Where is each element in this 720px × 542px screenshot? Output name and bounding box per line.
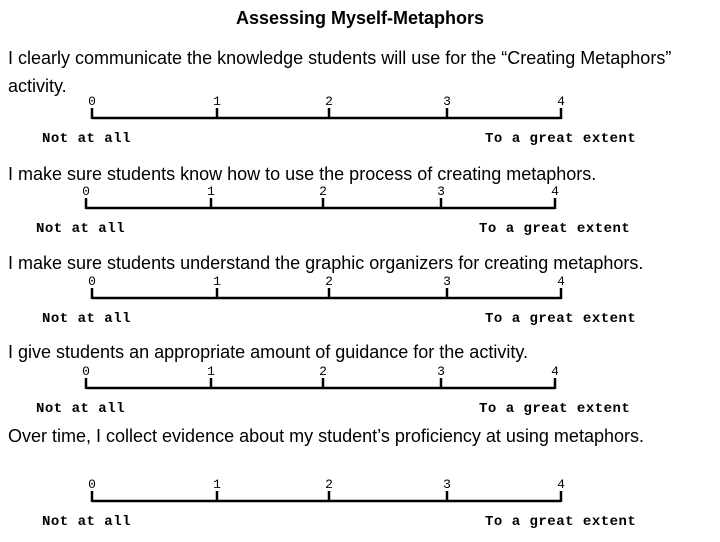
scale-high-label: To a great extent [485, 131, 637, 147]
scale-point-1[interactable]: 1 [213, 477, 221, 492]
rating-scale-1[interactable] [42, 95, 642, 159]
statement-3: I make sure students understand the graphic organizers for creating metaphors. [8, 253, 644, 273]
scale-point-2[interactable]: 2 [325, 477, 333, 492]
statement-1: I clearly communicate the knowledge students will use for the “Creating Metaphors” activity. [8, 48, 672, 96]
scale-point-4[interactable]: 4 [557, 274, 565, 289]
scale-point-4[interactable]: 4 [557, 477, 565, 492]
scale-high-label: To a great extent [479, 221, 631, 237]
scale-point-0[interactable]: 0 [82, 364, 90, 379]
scale-low-label: Not at all [42, 131, 132, 147]
rating-scale-2[interactable] [36, 185, 636, 249]
scale-point-1[interactable]: 1 [207, 364, 215, 379]
scale-point-0[interactable]: 0 [88, 477, 96, 492]
scale-point-4[interactable]: 4 [551, 364, 559, 379]
scale-point-1[interactable]: 1 [213, 94, 221, 109]
page-title: Assessing Myself-Metaphors [235, 8, 485, 28]
statement-4: I give students an appropriate amount of guidance for the activity. [8, 342, 528, 362]
scale-point-4[interactable]: 4 [551, 184, 559, 199]
scale-high-label: To a great extent [485, 514, 637, 530]
scale-point-3[interactable]: 3 [437, 184, 445, 199]
scale-point-2[interactable]: 2 [325, 274, 333, 289]
scale-point-0[interactable]: 0 [88, 274, 96, 289]
scale-point-2[interactable]: 2 [325, 94, 333, 109]
scale-point-3[interactable]: 3 [443, 477, 451, 492]
scale-line [42, 275, 642, 305]
scale-line [36, 185, 636, 215]
scale-point-0[interactable]: 0 [88, 94, 96, 109]
statement-5: Over time, I collect evidence about my student’s proficiency at using metaphors. [8, 426, 644, 446]
scale-point-1[interactable]: 1 [213, 274, 221, 289]
rating-scale-3[interactable] [42, 275, 642, 339]
rating-scale-4[interactable] [36, 365, 636, 429]
rating-scale-5[interactable] [42, 478, 642, 542]
scale-line [36, 365, 636, 395]
scale-point-2[interactable]: 2 [319, 184, 327, 199]
scale-point-0[interactable]: 0 [82, 184, 90, 199]
scale-point-4[interactable]: 4 [557, 94, 565, 109]
scale-low-label: Not at all [36, 401, 126, 417]
scale-point-3[interactable]: 3 [443, 274, 451, 289]
scale-line [42, 478, 642, 508]
scale-point-1[interactable]: 1 [207, 184, 215, 199]
scale-point-3[interactable]: 3 [437, 364, 445, 379]
statement-2: I make sure students know how to use the process of creating metaphors. [8, 164, 597, 184]
scale-low-label: Not at all [42, 514, 132, 530]
scale-low-label: Not at all [36, 221, 126, 237]
scale-point-2[interactable]: 2 [319, 364, 327, 379]
scale-line [42, 95, 642, 125]
scale-low-label: Not at all [42, 311, 132, 327]
scale-high-label: To a great extent [485, 311, 637, 327]
scale-point-3[interactable]: 3 [443, 94, 451, 109]
scale-high-label: To a great extent [479, 401, 631, 417]
